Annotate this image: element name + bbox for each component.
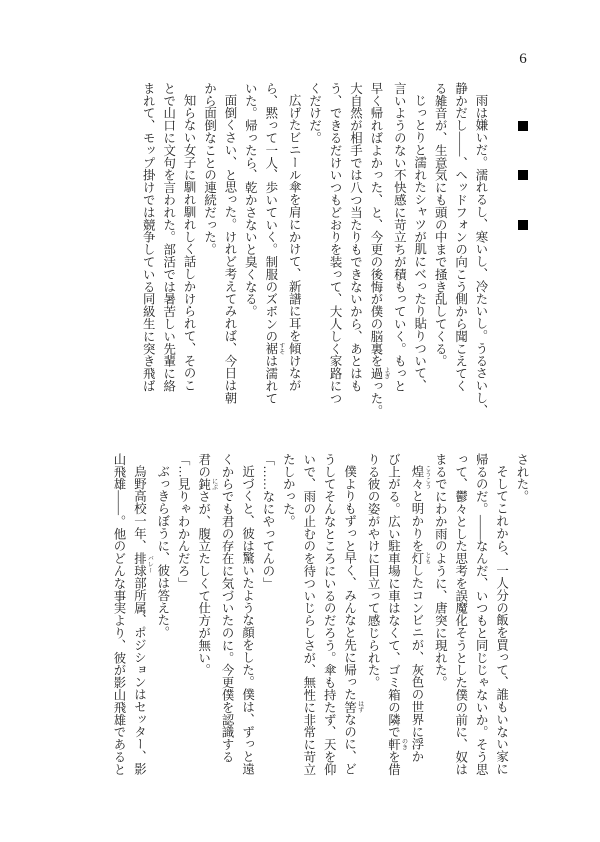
text-column: 帰るのだ。――なんだ、いつもと同じじゃないか。そう思 [474, 453, 489, 776]
text-column: じっとりと濡れたシャツが肌にべったり貼りついて、 [412, 94, 427, 392]
ruby-annotation: 灯 とも [409, 552, 430, 565]
text-column: まるでにわか雨のように、唐突に現れた。 [433, 453, 448, 689]
text-column: 広げたビニール傘を肩にかけて、新譜に耳を傾けなが [287, 94, 302, 392]
text-column: まれて、モップ掛けでは競争している同級生に突き飛ば [141, 82, 156, 392]
text-column: 山飛雄――。他のどんな事実より、彼が影山飛雄であると [111, 453, 126, 776]
ruby-annotation: 筈 はず [342, 701, 363, 714]
text-column: 僕よりもずっと早く、みんなと先に帰った筈 はずなのに、ど [342, 465, 363, 776]
lower-text-block [109, 453, 532, 777]
text-column: くからでも君の存在に気づいたのに。今更僕を認識する [220, 453, 235, 763]
scene-break-square [518, 220, 528, 230]
ruby-annotation: 煌々 こうこう [409, 465, 430, 491]
text-column: そしてこれから、一人分の飯を買って、誰もいない家に [494, 465, 509, 776]
text-column: された。 [515, 453, 529, 503]
ruby-annotation: 過 よぎ [368, 367, 389, 380]
text-column: 「……なにやってんの」 [260, 453, 275, 590]
text-column: ぶっきらぼうに、彼は答えた。 [155, 465, 170, 639]
text-column: から面倒なことの連続だった。 [202, 82, 217, 256]
scene-break-square [518, 121, 528, 131]
text-column: いで、雨の止むのを待ついじらしさが、無性に非常に苛立 [301, 453, 316, 776]
text-column: る雑音が、生意気にも頭の中まで掻き乱してくる。 [433, 82, 448, 368]
text-column: ら、黙って一人、歩いていく。制服のズボンの裾 すそは濡れて [263, 82, 284, 405]
ruby-annotation: 排球 バレー [132, 552, 153, 578]
ruby-annotation: 裾 すそ [263, 342, 284, 355]
page-number: 6 [519, 51, 527, 67]
text-column: いた。帰ったら、乾かさないと臭くなる。 [243, 82, 258, 318]
text-column: 君の鈍 にぶさが、腹立たしくて仕方が無い。 [196, 453, 217, 677]
text-column: 大自然が相手では八つ当たりもできないから、あとはも [348, 82, 363, 392]
text-column: 煌々 こうこうと明かりを灯 ともしたコンビニが、灰色の世界に浮か [409, 465, 430, 764]
text-column: 近づくと、彼は驚いたような顔をした。僕は、ずっと遠 [240, 465, 255, 776]
text-column: くだけだ。 [307, 82, 322, 144]
text-column: う、できるだけいつもどおりを装って、大人しく家路につ [328, 82, 343, 405]
text-column: び上がる。広い駐車場に車はなくて、ゴミ箱の隣で軒 のきを借 [386, 453, 407, 776]
text-column: 知らない女子に馴れ馴れしく話しかけられて、そのこ [182, 94, 197, 392]
text-column: たしかった。 [281, 453, 296, 528]
text-column: 早く帰ればよかった、と、今更の後悔が僕の脳裏を過 よぎった。 [368, 82, 389, 417]
upper-text-block [138, 82, 491, 417]
text-column: とで山口に文句を言われた。部活では暑苦しい先輩に絡 [161, 82, 176, 392]
text-column: りる彼の姿がやけに目立って感じられた。 [366, 453, 381, 689]
ruby-annotation: 鈍 にぶ [196, 477, 217, 491]
text-column: 烏野高校一年、排球 バレー部所属、ポジションはセッター、影 [132, 465, 153, 776]
text-column: って、鬱々とした思考を誤魔化そうとした僕の前に、奴は [453, 453, 468, 776]
text-column: 「…見りゃわかんだろ」 [176, 453, 191, 590]
text-column: うしてそんなところにいるのだろう。傘も持たず、天を仰 [322, 453, 337, 776]
text-column: 面倒くさい、と思った。けれど考えてみれば、今日は朝 [222, 94, 237, 405]
text-column: 言いようのない不快感に苛立ちが積もっていく。もっと [392, 82, 407, 392]
ruby-annotation: 軒 のき [386, 738, 407, 751]
scene-break-square [518, 170, 528, 180]
text-column: 静かだし――、ヘッドフォンの向こう側から聞こえてく [453, 82, 468, 392]
text-column: 雨は嫌いだ。濡れるし、寒いし、冷たいし。うるさいし、 [474, 94, 488, 417]
